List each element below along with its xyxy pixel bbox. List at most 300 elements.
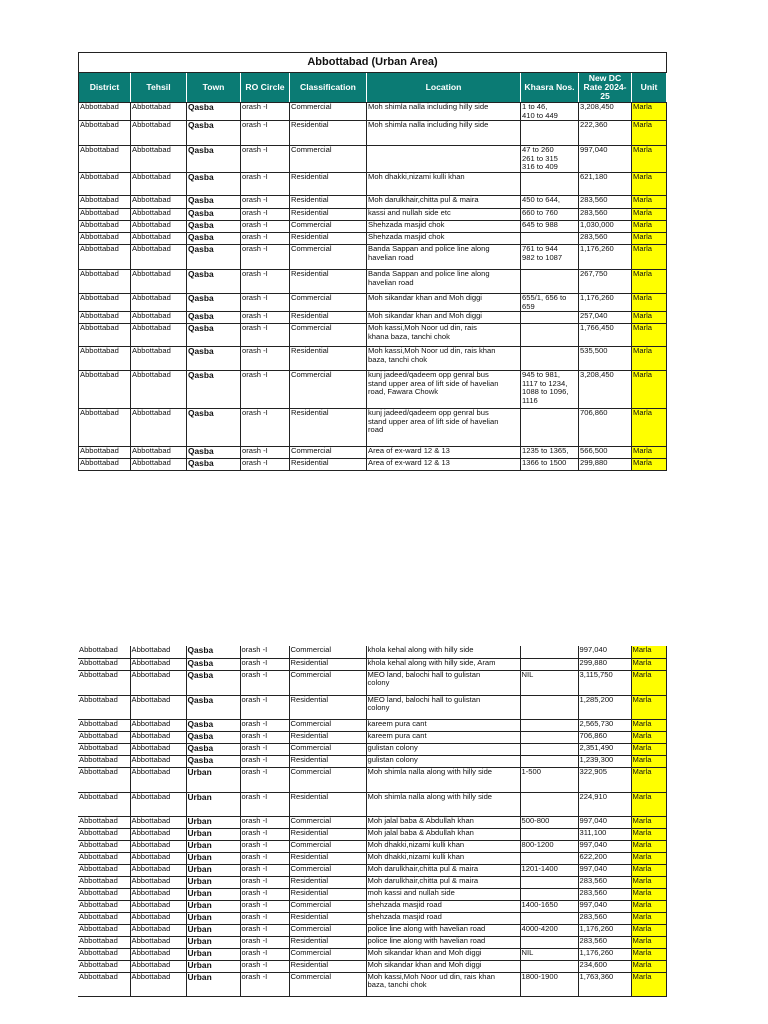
town-cell: Qasba: [187, 312, 241, 324]
khasra-cell: [520, 792, 578, 816]
location-cell: Moh shimla nalla along with hilly side: [366, 767, 520, 792]
unit-cell: Marla: [631, 972, 666, 996]
khasra-cell: [520, 646, 578, 658]
table-row: [78, 658, 666, 670]
classification-cell: Residential: [289, 828, 366, 840]
district-cell: Abbottabad: [78, 767, 130, 792]
header-khasra-nos: Khasra Nos.: [521, 73, 579, 103]
ro-circle-cell: orash -I: [241, 293, 290, 311]
unit-cell: Marla: [631, 948, 666, 960]
dc-rate-cell: 222,360: [579, 121, 632, 146]
unit-cell: Marla: [632, 220, 667, 232]
ro-circle-cell: orash -I: [241, 146, 290, 173]
location-cell: [367, 146, 521, 173]
khasra-cell: 660 to 760: [521, 208, 579, 220]
classification-cell: Commercial: [289, 670, 366, 695]
ro-circle-cell: orash -I: [240, 658, 289, 670]
district-cell: Abbottabad: [79, 409, 131, 447]
header-classification: Classification: [290, 73, 367, 103]
location-cell: khola kehal along with hilly side, Aram: [366, 658, 520, 670]
district-cell: Abbottabad: [79, 172, 131, 195]
dc-rate-cell: 234,600: [578, 960, 631, 972]
khasra-cell: 945 to 981, 1117 to 1234, 1088 to 1096, 1116: [521, 371, 579, 409]
khasra-cell: 1 to 46, 410 to 449: [521, 103, 579, 121]
ro-circle-cell: orash -I: [240, 646, 289, 658]
town-cell: Qasba: [187, 459, 241, 471]
ro-circle-cell: orash -I: [241, 121, 290, 146]
khasra-cell: [521, 172, 579, 195]
unit-cell: Marla: [632, 293, 667, 311]
classification-cell: Residential: [290, 172, 367, 195]
district-cell: Abbottabad: [79, 347, 131, 371]
ro-circle-cell: orash -I: [241, 232, 290, 244]
khasra-cell: [521, 232, 579, 244]
location-cell: Moh sikandar khan and Moh diggi: [367, 312, 521, 324]
unit-cell: Marla: [632, 371, 667, 409]
location-cell: moh kassi and nullah side: [366, 888, 520, 900]
town-cell: Qasba: [187, 324, 241, 347]
town-cell: Urban: [186, 960, 240, 972]
tehsil-cell: Abbottabad: [130, 658, 186, 670]
dc-rate-cell: 283,560: [579, 208, 632, 220]
classification-cell: Residential: [289, 695, 366, 719]
ro-circle-cell: orash -I: [240, 924, 289, 936]
location-cell: police line along with havelian road: [366, 936, 520, 948]
tehsil-cell: Abbottabad: [130, 972, 186, 996]
town-cell: Urban: [186, 924, 240, 936]
unit-cell: Marla: [631, 840, 666, 852]
tehsil-cell: Abbottabad: [130, 792, 186, 816]
header-ro-circle: RO Circle: [241, 73, 290, 103]
town-cell: Urban: [186, 864, 240, 876]
ro-circle-cell: orash -I: [240, 948, 289, 960]
table-row: [79, 293, 667, 311]
table-row: [78, 828, 666, 840]
classification-cell: Residential: [290, 409, 367, 447]
table-row: [78, 755, 666, 767]
khasra-cell: [520, 936, 578, 948]
header-unit: Unit: [632, 73, 667, 103]
unit-cell: Marla: [632, 347, 667, 371]
town-cell: Urban: [186, 900, 240, 912]
classification-cell: Residential: [290, 312, 367, 324]
table-row: [78, 695, 666, 719]
district-cell: Abbottabad: [79, 208, 131, 220]
town-cell: Urban: [186, 816, 240, 828]
location-cell: police line along with havelian road: [366, 924, 520, 936]
ro-circle-cell: orash -I: [241, 447, 290, 459]
dc-rate-cell: 1,176,260: [578, 924, 631, 936]
classification-cell: Residential: [289, 731, 366, 743]
tehsil-cell: Abbottabad: [131, 121, 187, 146]
dc-rate-cell: 1,763,360: [578, 972, 631, 996]
dc-rate-cell: 224,910: [578, 792, 631, 816]
khasra-cell: [520, 755, 578, 767]
dc-rate-cell: 283,560: [578, 936, 631, 948]
table-row: [79, 232, 667, 244]
location-cell: kareem pura cant: [366, 731, 520, 743]
ro-circle-cell: orash -I: [240, 972, 289, 996]
district-cell: Abbottabad: [79, 459, 131, 471]
table-row: [78, 960, 666, 972]
classification-cell: Commercial: [290, 146, 367, 173]
district-cell: Abbottabad: [79, 371, 131, 409]
classification-cell: Residential: [289, 792, 366, 816]
unit-cell: Marla: [631, 876, 666, 888]
table-row: [79, 409, 667, 447]
khasra-cell: [520, 743, 578, 755]
location-cell: Moh shimla nalla including hilly side: [367, 121, 521, 146]
dc-rate-cell: 997,040: [579, 146, 632, 173]
table-row: [78, 743, 666, 755]
dc-rate-cell: 535,500: [579, 347, 632, 371]
district-cell: Abbottabad: [78, 828, 130, 840]
dc-rate-cell: 283,560: [578, 876, 631, 888]
unit-cell: Marla: [631, 767, 666, 792]
unit-cell: Marla: [632, 208, 667, 220]
table-row: [79, 447, 667, 459]
table-row: [78, 852, 666, 864]
town-cell: Qasba: [186, 731, 240, 743]
ro-circle-cell: orash -I: [240, 719, 289, 731]
location-cell: Area of ex-ward 12 & 13: [367, 459, 521, 471]
district-cell: Abbottabad: [79, 220, 131, 232]
classification-cell: Residential: [290, 459, 367, 471]
town-cell: Qasba: [186, 658, 240, 670]
ro-circle-cell: orash -I: [241, 220, 290, 232]
tehsil-cell: Abbottabad: [131, 232, 187, 244]
ro-circle-cell: orash -I: [240, 936, 289, 948]
dc-rate-cell: 3,115,750: [578, 670, 631, 695]
unit-cell: Marla: [632, 324, 667, 347]
district-cell: Abbottabad: [78, 936, 130, 948]
unit-cell: Marla: [631, 792, 666, 816]
district-cell: Abbottabad: [78, 900, 130, 912]
unit-cell: Marla: [632, 172, 667, 195]
location-cell: MEO land, balochi hall to gulistan colony: [366, 670, 520, 695]
ro-circle-cell: orash -I: [240, 852, 289, 864]
tehsil-cell: Abbottabad: [131, 324, 187, 347]
dc-rate-cell: 1,239,300: [578, 755, 631, 767]
khasra-cell: 1366 to 1500: [521, 459, 579, 471]
classification-cell: Residential: [289, 658, 366, 670]
tehsil-cell: Abbottabad: [131, 269, 187, 293]
unit-cell: Marla: [632, 121, 667, 146]
table-row: [78, 876, 666, 888]
town-cell: Qasba: [186, 755, 240, 767]
table-row: [79, 459, 667, 471]
location-cell: Moh jalal baba & Abdullah khan: [366, 828, 520, 840]
location-cell: shehzada masjid road: [366, 912, 520, 924]
table-row: [78, 719, 666, 731]
unit-cell: Marla: [632, 146, 667, 173]
location-cell: gulistan colony: [366, 755, 520, 767]
tehsil-cell: Abbottabad: [130, 852, 186, 864]
khasra-cell: NIL: [520, 948, 578, 960]
dc-rate-cell: 566,500: [579, 447, 632, 459]
town-cell: Qasba: [187, 371, 241, 409]
dc-rate-cell: 299,880: [579, 459, 632, 471]
location-cell: Moh shimla nalla including hilly side: [367, 103, 521, 121]
location-cell: Shehzada masjid chok: [367, 232, 521, 244]
tehsil-cell: Abbottabad: [130, 646, 186, 658]
ro-circle-cell: orash -I: [241, 371, 290, 409]
ro-circle-cell: orash -I: [240, 755, 289, 767]
table-row: [78, 888, 666, 900]
location-cell: kassi and nullah side etc: [367, 208, 521, 220]
town-cell: Qasba: [187, 121, 241, 146]
tehsil-cell: Abbottabad: [131, 409, 187, 447]
khasra-cell: [520, 658, 578, 670]
district-cell: Abbottabad: [78, 888, 130, 900]
dc-rate-cell: 997,040: [578, 900, 631, 912]
town-cell: Urban: [186, 792, 240, 816]
classification-cell: Commercial: [290, 103, 367, 121]
district-cell: Abbottabad: [78, 731, 130, 743]
table-row: [79, 244, 667, 269]
ro-circle-cell: orash -I: [241, 195, 290, 208]
town-cell: Urban: [186, 840, 240, 852]
table-row: [78, 731, 666, 743]
classification-cell: Commercial: [289, 840, 366, 852]
classification-cell: Residential: [289, 888, 366, 900]
classification-cell: Residential: [290, 195, 367, 208]
location-cell: Moh sikandar khan and Moh diggi: [366, 948, 520, 960]
table-row: [79, 324, 667, 347]
classification-cell: Commercial: [289, 719, 366, 731]
khasra-cell: [520, 912, 578, 924]
khasra-cell: [521, 347, 579, 371]
location-cell: Moh kassi,Moh Noor ud din, rais khan baza, tanchi chok: [366, 972, 520, 996]
district-cell: Abbottabad: [78, 864, 130, 876]
location-cell: Moh darulkhair,chitta pul & maira: [366, 864, 520, 876]
khasra-cell: [520, 731, 578, 743]
table-row: [79, 195, 667, 208]
khasra-cell: [521, 269, 579, 293]
ro-circle-cell: orash -I: [240, 912, 289, 924]
classification-cell: Commercial: [290, 371, 367, 409]
town-cell: Qasba: [187, 195, 241, 208]
khasra-cell: [520, 719, 578, 731]
classification-cell: Commercial: [290, 220, 367, 232]
district-cell: Abbottabad: [79, 195, 131, 208]
classification-cell: Commercial: [289, 900, 366, 912]
classification-cell: Residential: [289, 936, 366, 948]
tehsil-cell: Abbottabad: [130, 816, 186, 828]
unit-cell: Marla: [631, 924, 666, 936]
dc-rate-cell: 997,040: [578, 840, 631, 852]
location-cell: Banda Sappan and police line along havelian road: [367, 244, 521, 269]
tehsil-cell: Abbottabad: [131, 195, 187, 208]
table-row: [78, 900, 666, 912]
unit-cell: Marla: [631, 828, 666, 840]
district-cell: Abbottabad: [78, 646, 130, 658]
ro-circle-cell: orash -I: [240, 888, 289, 900]
location-cell: Moh dhakki,nizami kulli khan: [367, 172, 521, 195]
header-district: District: [79, 73, 131, 103]
ro-circle-cell: orash -I: [241, 347, 290, 371]
rates-table-top: [78, 52, 667, 471]
table-row: [79, 103, 667, 121]
district-cell: Abbottabad: [79, 312, 131, 324]
ro-circle-cell: orash -I: [241, 269, 290, 293]
khasra-cell: 1235 to 1365,: [521, 447, 579, 459]
khasra-cell: [520, 876, 578, 888]
tehsil-cell: Abbottabad: [131, 103, 187, 121]
tehsil-cell: Abbottabad: [131, 220, 187, 232]
ro-circle-cell: orash -I: [240, 960, 289, 972]
dc-rate-cell: 257,040: [579, 312, 632, 324]
khasra-cell: [520, 695, 578, 719]
classification-cell: Commercial: [290, 324, 367, 347]
location-cell: Moh darulkhair,chitta pul & maira: [367, 195, 521, 208]
dc-rate-cell: 283,560: [579, 195, 632, 208]
location-cell: kunj jadeed/qadeem opp genral bus stand upper area of lift side of havelian road: [367, 409, 521, 447]
town-cell: Qasba: [187, 103, 241, 121]
unit-cell: Marla: [631, 900, 666, 912]
khasra-cell: [520, 888, 578, 900]
tehsil-cell: Abbottabad: [131, 293, 187, 311]
table-row: [78, 840, 666, 852]
unit-cell: Marla: [631, 646, 666, 658]
khasra-cell: 645 to 988: [521, 220, 579, 232]
dc-rate-cell: 997,040: [578, 816, 631, 828]
location-cell: gulistan colony: [366, 743, 520, 755]
tehsil-cell: Abbottabad: [131, 371, 187, 409]
town-cell: Qasba: [187, 447, 241, 459]
classification-cell: Residential: [290, 269, 367, 293]
classification-cell: Residential: [289, 852, 366, 864]
classification-cell: Commercial: [290, 244, 367, 269]
district-cell: Abbottabad: [79, 103, 131, 121]
khasra-cell: 450 to 644,: [521, 195, 579, 208]
table-row: [79, 208, 667, 220]
classification-cell: Commercial: [289, 972, 366, 996]
town-cell: Urban: [186, 948, 240, 960]
khasra-cell: [521, 409, 579, 447]
classification-cell: Commercial: [290, 447, 367, 459]
ro-circle-cell: orash -I: [241, 208, 290, 220]
header-row: [79, 73, 667, 103]
tehsil-cell: Abbottabad: [131, 208, 187, 220]
tehsil-cell: Abbottabad: [130, 936, 186, 948]
dc-rate-cell: 283,560: [579, 232, 632, 244]
district-cell: Abbottabad: [78, 876, 130, 888]
classification-cell: Residential: [290, 232, 367, 244]
ro-circle-cell: orash -I: [240, 816, 289, 828]
table-row: [78, 924, 666, 936]
dc-rate-cell: 1,030,000: [579, 220, 632, 232]
tehsil-cell: Abbottabad: [130, 948, 186, 960]
dc-rate-cell: 283,560: [578, 888, 631, 900]
dc-rate-cell: 1,176,260: [579, 293, 632, 311]
unit-cell: Marla: [632, 103, 667, 121]
unit-cell: Marla: [631, 731, 666, 743]
location-cell: Banda Sappan and police line along havelian road: [367, 269, 521, 293]
dc-rate-cell: 1,176,260: [579, 244, 632, 269]
page-title: Abbottabad (Urban Area): [79, 53, 667, 73]
unit-cell: Marla: [631, 960, 666, 972]
location-cell: khola kehal along with hilly side: [366, 646, 520, 658]
location-cell: Moh sikandar khan and Moh diggi: [366, 960, 520, 972]
location-cell: MEO land, balochi hall to gulistan colony: [366, 695, 520, 719]
dc-rate-cell: 1,285,200: [578, 695, 631, 719]
khasra-cell: 1201-1400: [520, 864, 578, 876]
khasra-cell: 1800-1900: [520, 972, 578, 996]
tehsil-cell: Abbottabad: [130, 695, 186, 719]
location-cell: Moh dhakki,nizami kulli khan: [366, 852, 520, 864]
town-cell: Qasba: [186, 646, 240, 658]
tehsil-cell: Abbottabad: [131, 459, 187, 471]
ro-circle-cell: orash -I: [240, 840, 289, 852]
unit-cell: Marla: [631, 670, 666, 695]
district-cell: Abbottabad: [78, 743, 130, 755]
tehsil-cell: Abbottabad: [130, 888, 186, 900]
table-row: [78, 912, 666, 924]
district-cell: Abbottabad: [78, 719, 130, 731]
tehsil-cell: Abbottabad: [130, 828, 186, 840]
unit-cell: Marla: [631, 695, 666, 719]
tehsil-cell: Abbottabad: [130, 670, 186, 695]
classification-cell: Commercial: [289, 743, 366, 755]
tehsil-cell: Abbottabad: [130, 912, 186, 924]
khasra-cell: [520, 960, 578, 972]
tehsil-cell: Abbottabad: [130, 924, 186, 936]
district-cell: Abbottabad: [78, 912, 130, 924]
town-cell: Qasba: [186, 695, 240, 719]
khasra-cell: 655/1, 656 to 659: [521, 293, 579, 311]
dc-rate-cell: 997,040: [578, 864, 631, 876]
header-location: Location: [367, 73, 521, 103]
khasra-cell: 1400-1650: [520, 900, 578, 912]
town-cell: Qasba: [187, 347, 241, 371]
district-cell: Abbottabad: [78, 948, 130, 960]
unit-cell: Marla: [631, 852, 666, 864]
classification-cell: Commercial: [289, 924, 366, 936]
unit-cell: Marla: [632, 447, 667, 459]
tehsil-cell: Abbottabad: [131, 347, 187, 371]
tehsil-cell: Abbottabad: [130, 743, 186, 755]
town-cell: Qasba: [187, 293, 241, 311]
ro-circle-cell: orash -I: [241, 459, 290, 471]
district-cell: Abbottabad: [78, 755, 130, 767]
tehsil-cell: Abbottabad: [130, 840, 186, 852]
tehsil-cell: Abbottabad: [130, 731, 186, 743]
header-dc-rate: New DC Rate 2024-25: [579, 73, 632, 103]
tehsil-cell: Abbottabad: [131, 172, 187, 195]
ro-circle-cell: orash -I: [240, 792, 289, 816]
dc-rate-cell: 299,880: [578, 658, 631, 670]
dc-rate-cell: 1,766,450: [579, 324, 632, 347]
khasra-cell: [521, 324, 579, 347]
dc-rate-cell: 622,200: [578, 852, 631, 864]
table-row: [78, 972, 666, 996]
district-cell: Abbottabad: [78, 840, 130, 852]
dc-rate-cell: 311,100: [578, 828, 631, 840]
table-row: [78, 670, 666, 695]
header-tehsil: Tehsil: [131, 73, 187, 103]
tehsil-cell: Abbottabad: [130, 876, 186, 888]
location-cell: shehzada masjid road: [366, 900, 520, 912]
district-cell: Abbottabad: [78, 670, 130, 695]
khasra-cell: 4000-4200: [520, 924, 578, 936]
table-row: [79, 371, 667, 409]
khasra-cell: 800-1200: [520, 840, 578, 852]
tehsil-cell: Abbottabad: [130, 864, 186, 876]
classification-cell: Commercial: [289, 864, 366, 876]
khasra-cell: 761 to 944 982 to 1087: [521, 244, 579, 269]
khasra-cell: [521, 312, 579, 324]
